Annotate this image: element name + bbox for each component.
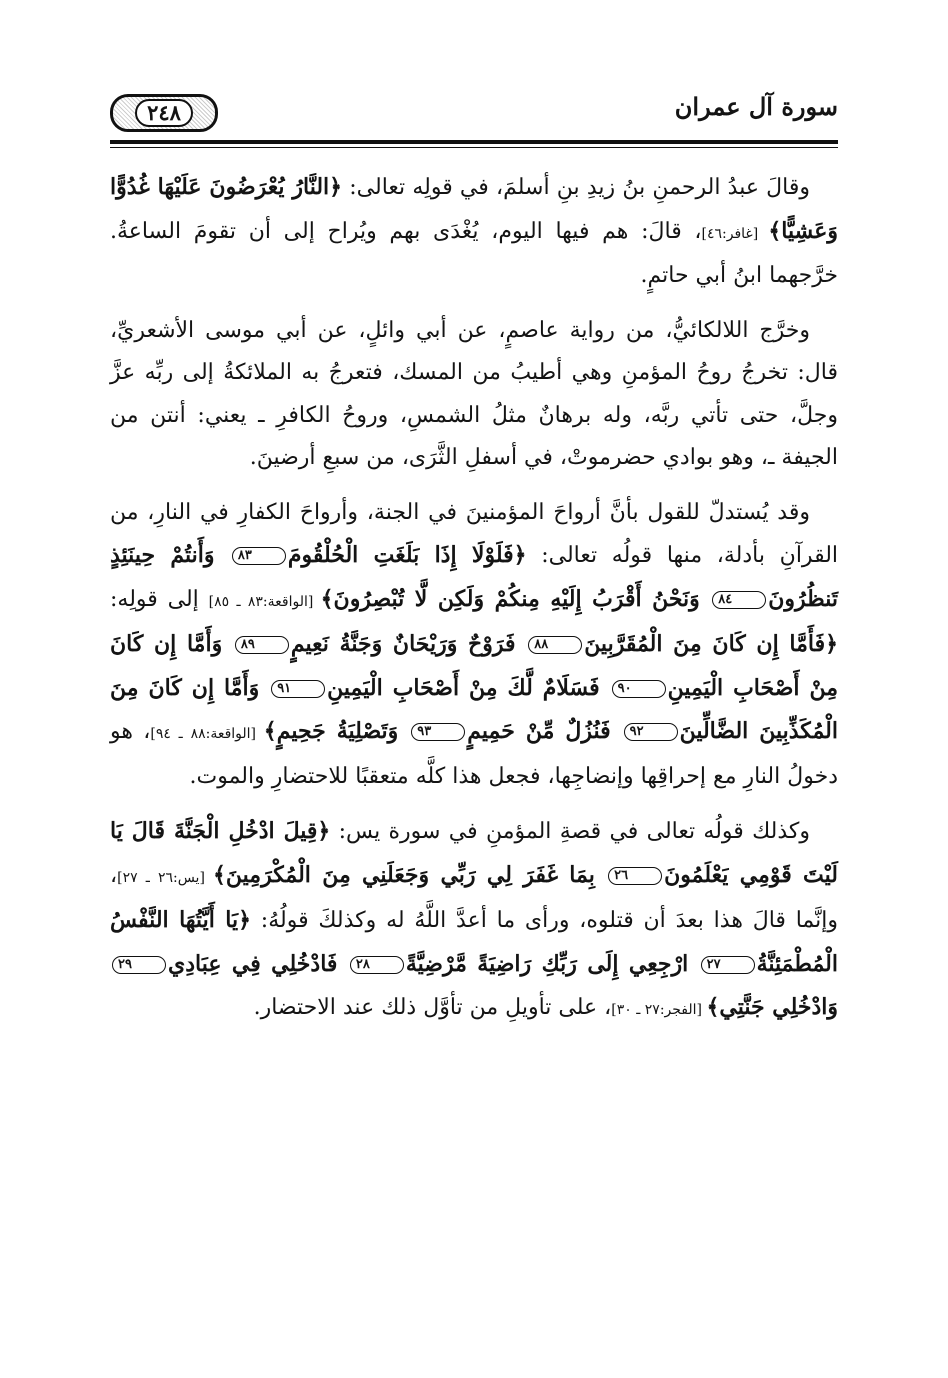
quran-verse-text: وَأَمَّا إِن كَانَ مِنَ الْمُكَذِّبِينَ الضَّالِّينَ xyxy=(110,674,838,744)
quran-verse-text: وَتَصْلِيَةُ جَحِيمٍ﴾ xyxy=(263,718,410,744)
body-text-run: ، هو دخولُ النارِ مع إحراقِها وإنضاجِها، فجعل هذا كلَّه متعقبًا للاحتضارِ والموت. xyxy=(110,719,838,789)
verse-number-marker: ٨٣ xyxy=(232,547,286,565)
verse-number-marker: ٢٦ xyxy=(608,867,662,885)
quran-citation: [الواقعة:٨٣ ـ ٨٥] xyxy=(208,593,321,610)
verse-number-marker: ٨٩ xyxy=(235,636,289,654)
verse-number-marker: ٨٤ xyxy=(712,591,766,609)
surah-title: سورة آل عمران xyxy=(674,92,838,121)
quran-verse-text: وَنَحْنُ أَقْرَبُ إِلَيْهِ مِنكُمْ وَلَكِن لَّا تُبْصِرُونَ﴾ xyxy=(320,585,711,612)
quran-verse-text: وَأَمَّا إِن كَانَ مِنْ أَصْحَابِ الْيَمِينِ xyxy=(110,631,838,701)
verse-number-marker: ٩٣ xyxy=(411,723,465,741)
paragraph xyxy=(110,166,838,298)
quran-verse-text: فَرَوْحٌ وَرَيْحَانٌ وَجَنَّةُ نَعِيمٍ xyxy=(290,631,527,657)
quran-verse-text: ﴿النَّارُ يُعْرَضُونَ عَلَيْهَا غُدُوًّا وَعَشِيًّا﴾ xyxy=(110,174,838,244)
quran-verse-text: بِمَا غَفَرَ لِي رَبِّي وَجَعَلَنِي مِنَ الْمُكْرَمِينَ﴾ xyxy=(213,861,607,888)
verse-number-marker: ٨٨ xyxy=(528,636,582,654)
header-rule-thin xyxy=(110,147,838,148)
verse-number-marker: ٢٧ xyxy=(701,956,755,974)
body-text-run: وخرَّج اللالكائيُّ، من رواية عاصمٍ، عن أبي وائلٍ، عن أبي موسى الأشعريِّ، قال: تخرجُ روحُ المؤمنِ وهي أطيبُ من المسك، فتعرجُ به الملائكةُ إلى ربِّه عزَّ وجلَّ، حتى تأتي ربَّه، وله برهانٌ مثلُ الشمسِ، وروحُ الكافرِ ـ يعني: أنتن من الجيفة ـ، وهو بوادي حضرموتْ، في أسفلِ الثَّرَى، من سبعِ أرضينَ. xyxy=(110,317,838,470)
body-text xyxy=(110,166,838,1044)
body-text-run: وقالَ عبدُ الرحمنِ بنُ زيدِ بنِ أسلمَ، في قولِه تعالى: xyxy=(342,175,810,200)
verse-number-marker: ٩٠ xyxy=(612,680,666,698)
quran-verse-text: ﴿قِيلَ ادْخُلِ الْجَنَّةَ قَالَ يَا لَيْتَ قَوْمِي يَعْلَمُونَ xyxy=(110,818,838,888)
paragraph xyxy=(110,310,838,480)
verse-number-marker: ٩١ xyxy=(271,680,325,698)
quran-verse-text: وَادْخُلِي جَنَّتِي﴾ xyxy=(706,994,838,1020)
header-rule-thick xyxy=(110,140,838,144)
verse-number-marker: ٢٨ xyxy=(350,956,404,974)
verse-number-marker: ٢٩ xyxy=(112,956,166,974)
page-header xyxy=(110,92,838,132)
quran-verse-text: ﴿يَا أَيَّتُهَا النَّفْسُ الْمُطْمَئِنَّةُ xyxy=(110,907,838,977)
quran-verse-text: فَنُزُلٌ مِّنْ حَمِيمٍ xyxy=(467,718,622,744)
quran-verse-text: ﴿فَلَوْلَا إِذَا بَلَغَتِ الْحُلْقُومَ xyxy=(287,542,527,568)
body-text-run: إلى قولِه: xyxy=(110,586,209,612)
quran-verse-text: فَسَلَامٌ لَّكَ مِنْ أَصْحَابِ الْيَمِينِ xyxy=(327,674,610,701)
quran-verse-text: ارْجِعِي إِلَى رَبِّكِ رَاضِيَةً مَّرْضِيَّةً xyxy=(405,950,699,977)
paragraph xyxy=(110,492,838,799)
body-text-run: ، قالَ: هم فيها اليوم، يُغْدَى بهم ويُراح إلى أن تقومَ الساعةُ. خرَّجهما ابنُ أبي حاتمٍ. xyxy=(110,218,838,288)
quran-citation: [يس:٢٦ ـ ٢٧] xyxy=(117,869,214,886)
quran-verse-text: وَأَنتُمْ حِينَئِذٍ تَنظُرُونَ xyxy=(110,542,838,612)
page-number-badge xyxy=(110,94,218,132)
paragraph xyxy=(110,810,838,1032)
verse-number-marker: ٩٢ xyxy=(624,723,678,741)
body-text-run: ، على تأويلِ من تأوَّل ذلك عند الاحتضار. xyxy=(253,995,612,1020)
quran-citation: [الواقعة:٨٨ ـ ٩٤] xyxy=(150,726,264,742)
quran-verse-text: فَادْخُلِي فِي عِبَادِي xyxy=(167,950,348,977)
quran-citation: [الفجر:٢٧ ـ ٣٠] xyxy=(611,1002,707,1018)
quran-verse-text: ﴿فَأَمَّا إِن كَانَ مِنَ الْمُقَرَّبِينَ xyxy=(584,631,838,657)
body-text-run: وكذلك قولُه تعالى في قصةِ المؤمنِ في سورة يس: xyxy=(330,819,811,844)
page-number: ٢٤٨ xyxy=(135,99,193,127)
quran-citation: [غافر:٤٦] xyxy=(701,225,769,242)
body-text-run: وقد يُستدلّ للقول بأنَّ أرواحَ المؤمنينَ في الجنة، وأرواحَ الكفارِ في النارِ، من القرآنِ بأدلة، منها قولُه تعالى: xyxy=(110,499,839,568)
body-text-run: ، وإنَّما قالَ هذا بعدَ أن قتلوه، ورأى ما أعدَّ اللَّهُ له وكذلكَ قولُهُ: xyxy=(110,862,838,933)
